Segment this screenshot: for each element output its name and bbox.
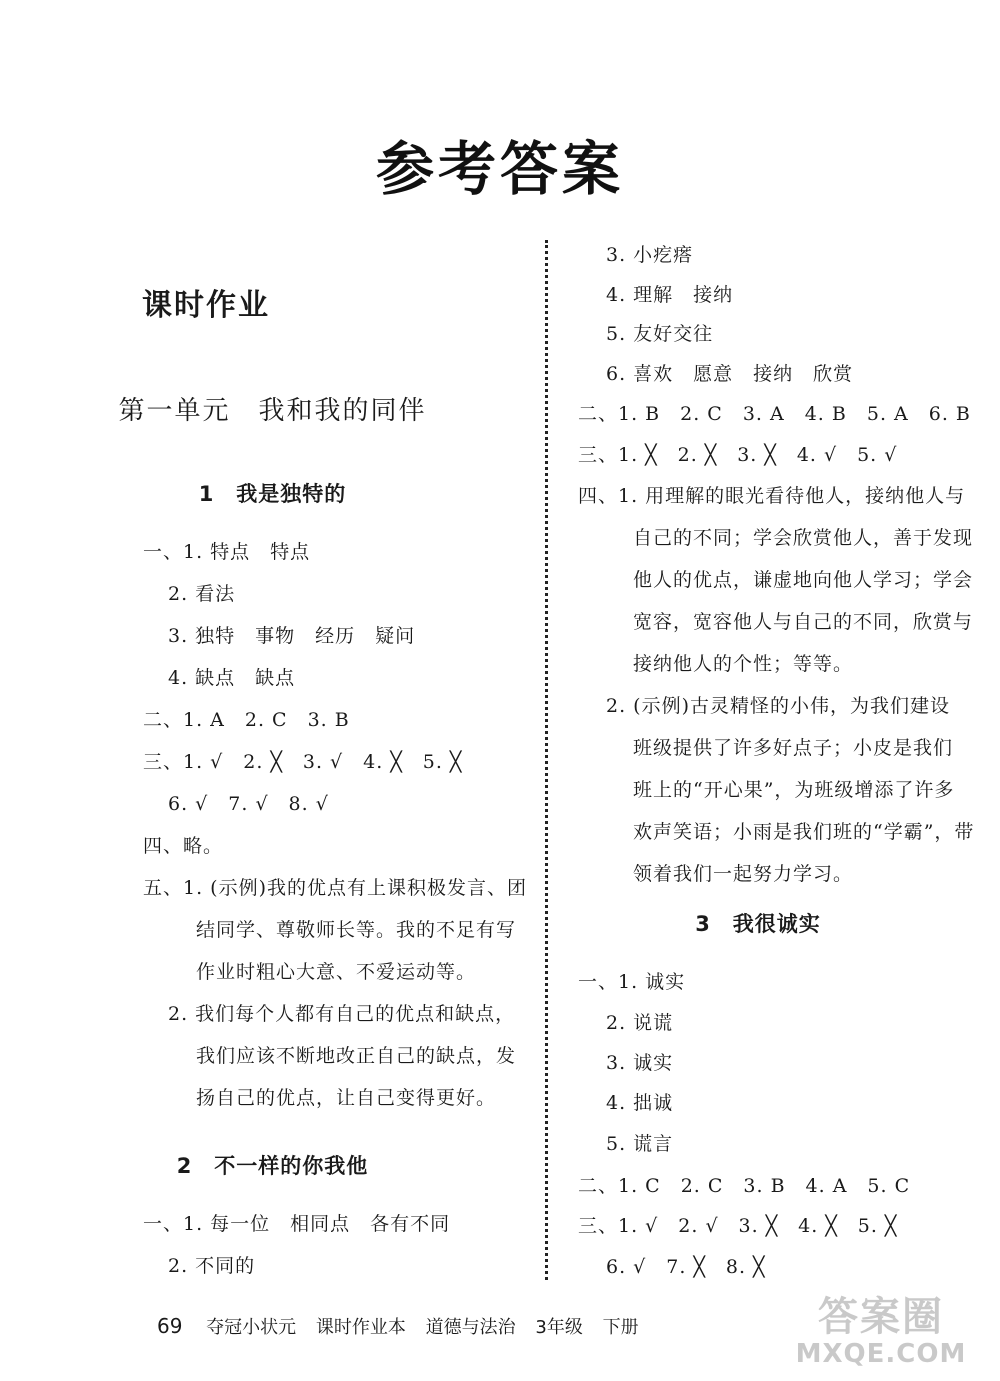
answer-line: 3. 独特 事物 经历 疑问	[168, 625, 416, 647]
answer-line: 6. 喜欢 愿意 接纳 欣赏	[606, 363, 854, 385]
answer-line: 三、1. ╳ 2. ╳ 3. ╳ 4. √ 5. √	[578, 444, 898, 466]
watermark-logo	[776, 1295, 986, 1375]
footer-subject: 道德与法治	[425, 1317, 516, 1338]
footer-volume: 下册	[602, 1317, 639, 1338]
answer-line: 4. 拙诚	[606, 1092, 674, 1114]
column-divider	[545, 240, 548, 1280]
page-title: 参考答案	[375, 135, 624, 203]
answer-line: 二、1. A 2. C 3. B	[143, 709, 350, 731]
answer-line: 2. 我们每个人都有自己的优点和缺点，	[168, 1003, 516, 1025]
watermark-bottom-text: MXQE.COM	[795, 1339, 967, 1369]
answer-line: 5. 谎言	[606, 1133, 674, 1155]
answer-line: 结同学、尊敬师长等。我的不足有写	[196, 919, 517, 941]
page-number: 69	[157, 1314, 183, 1338]
answer-line: 四、1. 用理解的眼光看待他人，接纳他人与	[578, 485, 966, 507]
answer-line: 五、1. (示例)我的优点有上课积极发言、团	[143, 877, 527, 899]
footer-book-type: 课时作业本	[315, 1317, 406, 1338]
answer-line: 二、1. C 2. C 3. B 4. A 5. C	[578, 1175, 911, 1197]
answer-line: 6. √ 7. ╳ 8. ╳	[606, 1256, 766, 1278]
page-footer	[157, 1313, 653, 1339]
answer-line: 接纳他人的个性；等等。	[633, 653, 854, 675]
lesson-3-title: 3 我很诚实	[695, 912, 821, 936]
answer-line: 3. 小疙瘩	[606, 244, 694, 266]
answer-line: 班级提供了许多好点子；小皮是我们	[633, 737, 954, 759]
answer-line: 二、1. B 2. C 3. A 4. B 5. A 6. B	[578, 403, 971, 425]
lesson-1-title: 1 我是独特的	[198, 482, 347, 506]
footer-series: 夺冠小状元	[206, 1317, 297, 1338]
answer-line: 6. √ 7. √ 8. √	[168, 793, 329, 815]
answer-line: 他人的优点，谦虚地向他人学习；学会	[633, 569, 974, 591]
footer-grade: 3年级	[535, 1317, 583, 1338]
answer-line: 作业时粗心大意、不爱运动等。	[196, 961, 477, 983]
answer-line: 一、1. 每一位 相同点 各有不同	[143, 1213, 451, 1235]
unit-title: 第一单元 我和我的同伴	[118, 396, 427, 426]
answer-line: 4. 理解 接纳	[606, 284, 734, 306]
answer-line: 3. 诚实	[606, 1052, 674, 1074]
answer-line: 2. 说谎	[606, 1012, 674, 1034]
answer-line: 三、1. √ 2. ╳ 3. √ 4. ╳ 5. ╳	[143, 751, 463, 773]
answer-line: 2. 不同的	[168, 1255, 256, 1277]
answer-line: 四、略。	[143, 835, 224, 857]
answer-line: 我们应该不断地改正自己的缺点，发	[196, 1045, 517, 1067]
answer-line: 一、1. 特点 特点	[143, 541, 311, 563]
answer-line: 2. 看法	[168, 583, 236, 605]
lesson-2-title: 2 不一样的你我他	[176, 1154, 369, 1178]
answer-line: 欢声笑语；小雨是我们班的“学霸”，带	[633, 821, 975, 843]
watermark-top-text: 答案圈	[818, 1294, 944, 1340]
answer-line: 4. 缺点 缺点	[168, 667, 296, 689]
answer-line: 领着我们一起努力学习。	[633, 863, 854, 885]
answer-line: 扬自己的优点，让自己变得更好。	[196, 1087, 497, 1109]
answer-line: 5. 友好交往	[606, 323, 714, 345]
answer-line: 一、1. 诚实	[578, 971, 686, 993]
section-title: 课时作业	[142, 288, 270, 323]
answer-line: 三、1. √ 2. √ 3. ╳ 4. ╳ 5. ╳	[578, 1215, 898, 1237]
answer-line: 自己的不同；学会欣赏他人，善于发现	[633, 527, 974, 549]
answer-line: 2. (示例)古灵精怪的小伟，为我们建设	[606, 695, 950, 717]
answer-line: 班上的“开心果”，为班级增添了许多	[633, 779, 955, 801]
answer-line: 宽容，宽容他人与自己的不同，欣赏与	[633, 611, 974, 633]
